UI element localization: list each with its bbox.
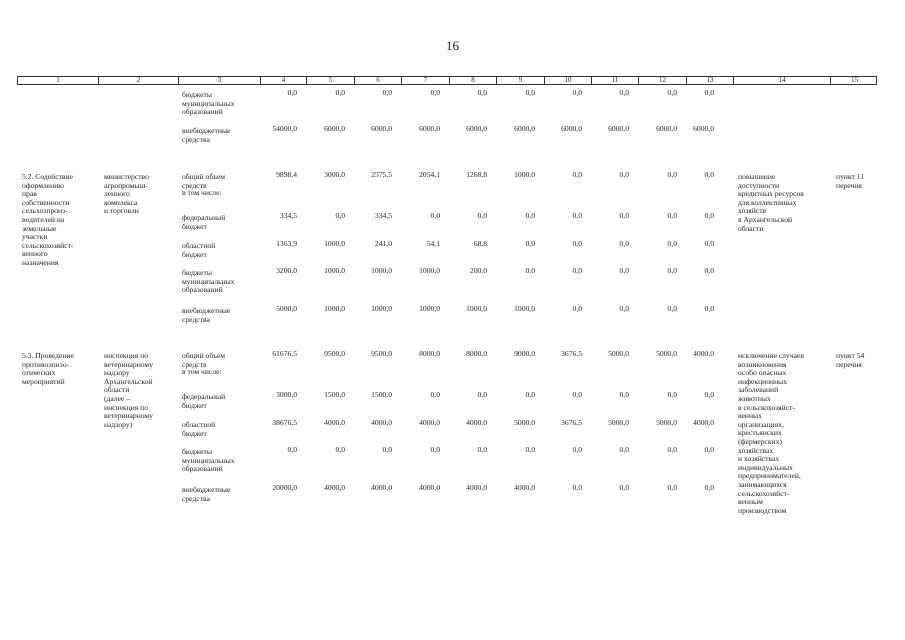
value-cell: 6000,0 — [561, 124, 582, 133]
value-cell: 334,5 — [279, 211, 297, 220]
value-cell: 3000,0 — [324, 170, 345, 179]
value-cell: 20000,0 — [272, 483, 297, 492]
value-cell: 0,0 — [572, 88, 582, 97]
section-executor: министерство агропромыш- ленного комплекса и торговли — [104, 172, 149, 216]
row-label: бюджеты муниципальных образований — [182, 268, 235, 295]
row-label: областной бюджет — [182, 241, 216, 259]
value-cell: 61676,5 — [272, 349, 297, 358]
value-cell: 0,0 — [667, 483, 677, 492]
value-cell: 4000,0 — [419, 418, 440, 427]
value-cell: 0,0 — [619, 239, 629, 248]
header-cell: 10 — [544, 76, 591, 85]
value-cell: 2575,5 — [371, 170, 392, 179]
value-cell: 3000,0 — [276, 390, 297, 399]
row-label: в том числе: — [182, 367, 222, 376]
header-cell: 7 — [401, 76, 449, 85]
section-name: 5.3. Проведение противоэпизо- отических мероприятий — [22, 351, 74, 386]
value-cell: 1500,0 — [371, 390, 392, 399]
section-item: пункт 11 перечня — [836, 172, 865, 190]
value-cell: 1363,9 — [276, 239, 297, 248]
value-cell: 0,0 — [667, 445, 677, 454]
value-cell: 4000,0 — [419, 483, 440, 492]
value-cell: 0,0 — [619, 304, 629, 313]
row-label: в том числе: — [182, 188, 222, 197]
value-cell: 6000,0 — [419, 124, 440, 133]
section-name: 5.2. Содействие оформлению прав собственности сельхозпроиз- водителей на земельные участки сельскохозяйст- венного назначения — [22, 172, 74, 267]
value-cell: 3676,5 — [561, 349, 582, 358]
value-cell: 0,0 — [572, 239, 582, 248]
value-cell: 0,0 — [335, 211, 345, 220]
value-cell: 1000,0 — [419, 304, 440, 313]
value-cell: 6000,0 — [324, 124, 345, 133]
value-cell: 0,0 — [525, 239, 535, 248]
row-label: общий объем средств — [182, 351, 226, 369]
value-cell: 1268,8 — [466, 170, 487, 179]
header-cell: 15 — [830, 76, 878, 85]
value-cell: 0,0 — [525, 266, 535, 275]
header-cell: 2 — [98, 76, 178, 85]
value-cell: 4000,0 — [466, 483, 487, 492]
value-cell: 0,0 — [667, 266, 677, 275]
header-cell: 11 — [591, 76, 638, 85]
row-label: внебюджетные средства — [182, 485, 231, 503]
row-label: федеральный бюджет — [182, 392, 226, 410]
header-cell: 5 — [306, 76, 354, 85]
value-cell: 4000,0 — [693, 349, 714, 358]
section-item: пункт 54 перечня — [836, 351, 865, 369]
value-cell: 5000,0 — [276, 304, 297, 313]
value-cell: 0,0 — [572, 170, 582, 179]
header-cell: 3 — [178, 76, 260, 85]
value-cell: 38676,5 — [272, 418, 297, 427]
value-cell: 6000,0 — [514, 124, 535, 133]
value-cell: 0,0 — [430, 211, 440, 220]
value-cell: 4000,0 — [371, 483, 392, 492]
value-cell: 0,0 — [704, 170, 714, 179]
value-cell: 0,0 — [619, 170, 629, 179]
value-cell: 0,0 — [525, 88, 535, 97]
value-cell: 0,0 — [667, 88, 677, 97]
value-cell: 0,0 — [477, 88, 487, 97]
value-cell: 3200,0 — [276, 266, 297, 275]
page-number: 16 — [446, 38, 459, 53]
value-cell: 0,0 — [335, 445, 345, 454]
header-cell: 8 — [449, 76, 496, 85]
value-cell: 241,0 — [374, 239, 392, 248]
value-cell: 1000,0 — [324, 304, 345, 313]
value-cell: 1000,0 — [324, 239, 345, 248]
value-cell: 0,0 — [572, 445, 582, 454]
value-cell: 0,0 — [477, 211, 487, 220]
section-executor: инспекция по ветеринарному надзору Архангельской области (далее – инспекция по ветеринарному надзору) — [104, 351, 154, 429]
value-cell: 5000,0 — [608, 418, 629, 427]
value-cell: 1000,0 — [514, 170, 535, 179]
value-cell: 4000,0 — [514, 483, 535, 492]
value-cell: 0,0 — [667, 390, 677, 399]
section-result: исключение случаев возникновения особо опасных инфекционных заболеваний животных в сельскохозяйст- венных организациях, крестьянских (фермерских) хозяйствах и хозяйствах индивидуальных предпринимателей, занимающихся сельскохозяйст- венным производством — [738, 351, 804, 515]
value-cell: 1000,0 — [371, 304, 392, 313]
header-cell: 9 — [496, 76, 544, 85]
value-cell: 0,0 — [287, 445, 297, 454]
value-cell: 0,0 — [430, 88, 440, 97]
value-cell: 0,0 — [382, 445, 392, 454]
value-cell: 0,0 — [704, 88, 714, 97]
value-cell: 54000,0 — [272, 124, 297, 133]
value-cell: 54,1 — [426, 239, 440, 248]
value-cell: 0,0 — [477, 390, 487, 399]
value-cell: 0,0 — [667, 239, 677, 248]
value-cell: 0,0 — [525, 445, 535, 454]
value-cell: 0,0 — [382, 88, 392, 97]
value-cell: 0,0 — [572, 211, 582, 220]
value-cell: 0,0 — [667, 211, 677, 220]
value-cell: 0,0 — [619, 390, 629, 399]
value-cell: 4000,0 — [693, 418, 714, 427]
value-cell: 0,0 — [704, 239, 714, 248]
value-cell: 0,0 — [430, 445, 440, 454]
row-label: внебюджетные средства — [182, 126, 231, 144]
value-cell: 0,0 — [667, 170, 677, 179]
value-cell: 0,0 — [704, 483, 714, 492]
row-label: бюджеты муниципальных образований — [182, 447, 235, 474]
value-cell: 1000,0 — [466, 304, 487, 313]
value-cell: 0,0 — [619, 211, 629, 220]
value-cell: 4000,0 — [466, 418, 487, 427]
value-cell: 0,0 — [572, 390, 582, 399]
section-result: повышение доступности кредитных ресурсов для коллективных хозяйств в Архангельской области — [738, 172, 804, 233]
value-cell: 1000,0 — [514, 304, 535, 313]
value-cell: 0,0 — [704, 304, 714, 313]
value-cell: 4000,0 — [324, 483, 345, 492]
value-cell: 0,0 — [335, 88, 345, 97]
value-cell: 5000,0 — [656, 418, 677, 427]
value-cell: 0,0 — [619, 88, 629, 97]
row-label: общий объем средств — [182, 172, 226, 190]
value-cell: 0,0 — [525, 390, 535, 399]
value-cell: 6000,0 — [608, 124, 629, 133]
value-cell: 0,0 — [704, 266, 714, 275]
value-cell: 68,8 — [473, 239, 487, 248]
value-cell: 8000,0 — [466, 349, 487, 358]
table-header-row — [17, 76, 877, 85]
value-cell: 6000,0 — [371, 124, 392, 133]
value-cell: 0,0 — [704, 211, 714, 220]
value-cell: 9500,0 — [324, 349, 345, 358]
value-cell: 8000,0 — [419, 349, 440, 358]
value-cell: 5000,0 — [608, 349, 629, 358]
value-cell: 9500,0 — [371, 349, 392, 358]
value-cell: 334,5 — [374, 211, 392, 220]
value-cell: 0,0 — [572, 483, 582, 492]
row-label: внебюджетные средства — [182, 306, 231, 324]
value-cell: 5000,0 — [514, 418, 535, 427]
value-cell: 0,0 — [667, 304, 677, 313]
value-cell: 0,0 — [619, 445, 629, 454]
value-cell: 0,0 — [572, 266, 582, 275]
value-cell: 0,0 — [619, 266, 629, 275]
value-cell: 6000,0 — [656, 124, 677, 133]
value-cell: 0,0 — [619, 483, 629, 492]
value-cell: 0,0 — [704, 445, 714, 454]
value-cell: 1000,0 — [419, 266, 440, 275]
value-cell: 0,0 — [477, 445, 487, 454]
value-cell: 1500,0 — [324, 390, 345, 399]
value-cell: 0,0 — [572, 304, 582, 313]
value-cell: 1000,0 — [324, 266, 345, 275]
header-cell: 1 — [56, 76, 60, 84]
value-cell: 0,0 — [704, 390, 714, 399]
value-cell: 6000,0 — [693, 124, 714, 133]
header-cell: 14 — [733, 76, 830, 85]
header-cell: 4 — [260, 76, 306, 85]
value-cell: 0,0 — [525, 211, 535, 220]
row-label: областной бюджет — [182, 420, 216, 438]
value-cell: 0,0 — [430, 390, 440, 399]
header-cell: 12 — [638, 76, 686, 85]
value-cell: 3676,5 — [561, 418, 582, 427]
value-cell: 2054,1 — [419, 170, 440, 179]
row-label: бюджеты муниципальных образований — [182, 90, 235, 117]
value-cell: 200,0 — [469, 266, 487, 275]
value-cell: 4000,0 — [371, 418, 392, 427]
value-cell: 9000,0 — [514, 349, 535, 358]
row-label: федеральный бюджет — [182, 213, 226, 231]
value-cell: 6000,0 — [466, 124, 487, 133]
value-cell: 5000,0 — [656, 349, 677, 358]
value-cell: 1000,0 — [371, 266, 392, 275]
header-cell: 13 — [686, 76, 733, 85]
value-cell: 0,0 — [287, 88, 297, 97]
header-cell: 6 — [354, 76, 401, 85]
value-cell: 4000,0 — [324, 418, 345, 427]
value-cell: 9898,4 — [276, 170, 297, 179]
